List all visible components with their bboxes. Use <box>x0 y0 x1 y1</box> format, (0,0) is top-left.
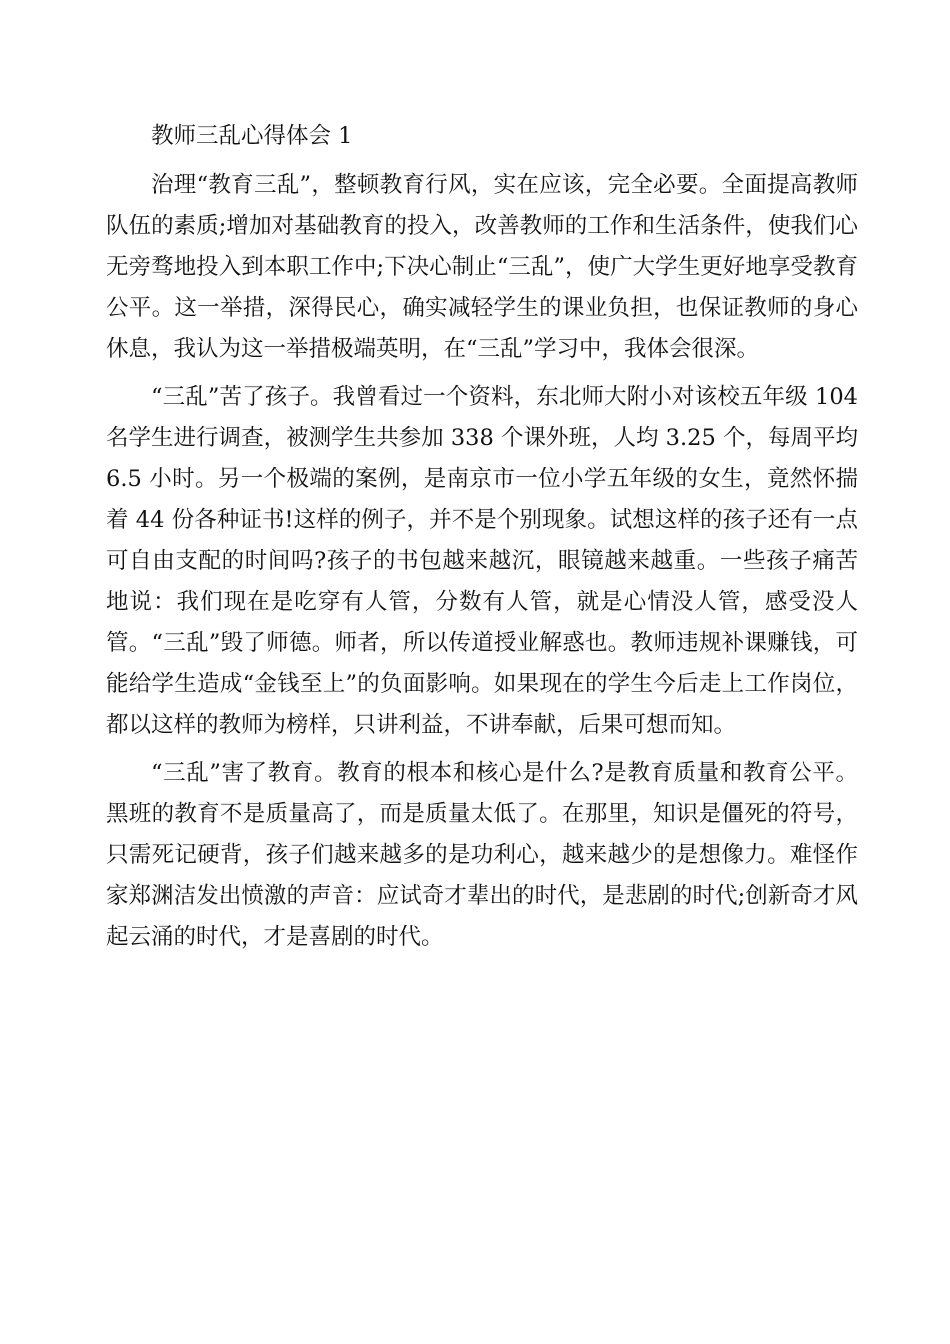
paragraph-children: “三乱”苦了孩子。我曾看过一个资料，东北师大附小对该校五年级 104 名学生进行调查，被测学生共参加 338 个课外班，人均 3.25 个，每周平均 6.5 小时。另一个极端的案例，是南京市一位小学五年级的女生，竟然怀揣着 44 份各种证书!这样的例子，并不是个别现象。试想这样的孩子还有一点可自由支配的时间吗?孩子的书包越来越沉，眼镜越来越重。一些孩子痛苦地说：我们现在是吃穿有人管，分数有人管，就是心情没人管，感受没人管。“三乱”毁了师德。师者，所以传道授业解惑也。教师违规补课赚钱，可能给学生造成“金钱至上”的负面影响。如果现在的学生今后走上工作岗位，都以这样的教师为榜样，只讲利益，不讲奉献，后果可想而知。 <box>106 384 858 738</box>
document-body <box>106 116 858 965</box>
document-title: 教师三乱心得体会 1 <box>151 123 353 149</box>
paragraph-governance: 治理“教育三乱”，整顿教育行风，实在应该，完全必要。全面提高教师队伍的素质;增加对基础教育的投入，改善教师的工作和生活条件，使我们心无旁骛地投入到本职工作中;下决心制止“三乱”，使广大学生更好地享受教育公平。这一举措，深得民心，确实减轻学生的课业负担，也保证教师的身心休息，我认为这一举措极端英明，在“三乱”学习中，我体会很深。 <box>106 172 858 362</box>
paragraph-education: “三乱”害了教育。教育的根本和核心是什么?是教育质量和教育公平。黑班的教育不是质量高了，而是质量太低了。在那里，知识是僵死的符号，只需死记硬背，孩子们越来越多的是功利心，越来越少的是想像力。难怪作家郑渊洁发出愤激的声音：应试奇才辈出的时代，是悲剧的时代;创新奇才风起云涌的时代，才是喜剧的时代。 <box>106 760 858 950</box>
